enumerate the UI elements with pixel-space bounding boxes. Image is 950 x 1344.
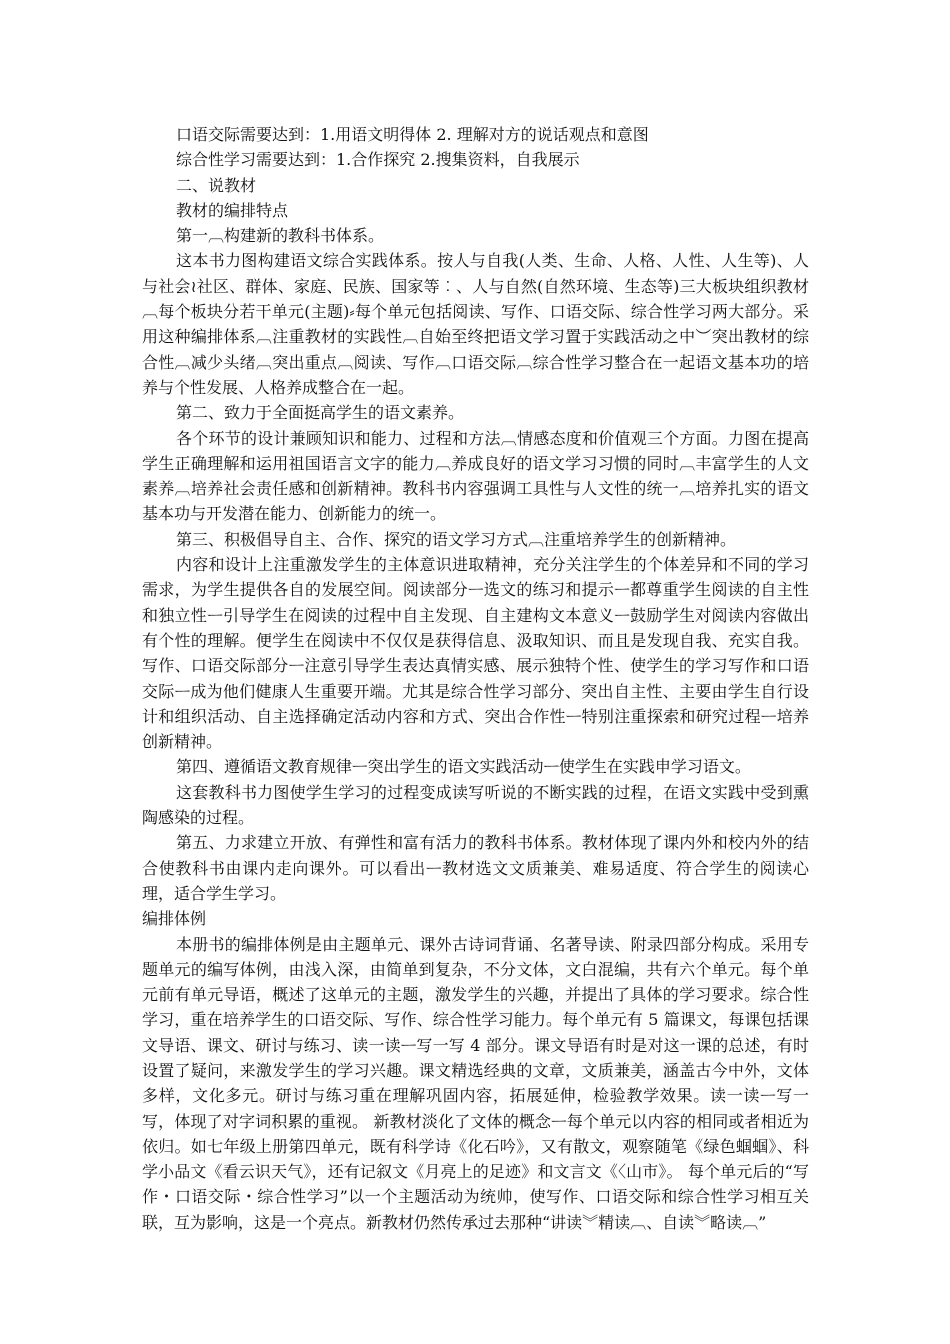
subheading-style: 编排体例	[142, 909, 207, 929]
point-one-body: 这本书力图构建语文综合实践体系。按人与自我(人类、生命、人格、人性、人生等)、人与社会≀社区、群体、家庭、民族、国家等︰、人与自然(自然环境、生态等)三大板块组织教材︹每个板块分若干单元(主题)⸗每个单元包括阅读、写作、口语交际、综合性学习两大部分。采用这种编排体系︹注重教材的实践性︹自始至终把语文学习置于实践活动之中︶突出教材的综合性︹减少头绪︹突出重点︹阅读、写作︹口语交际︹综合性学习整合在一起语文基本功的培养与个性发展、人格养成整合在一起。	[142, 251, 809, 397]
point-four-body: 这套教科书力图使学生学习的过程变成读写听说的不断实践的过程，在语文实践中受到熏陶感染的过程。	[142, 782, 809, 828]
point-three-title: 第三、积极倡导自主、合作、探究的语文学习方式︹注重培养学生的创新精神。	[176, 529, 737, 549]
point-five: 第五、力求建立开放、有弹性和富有活力的教科书体系。教材体现了课内外和校内外的结合使教科书由课内走向课外。可以看出ᅳ教材选文文质兼美、难易适度、符合学生的阅读心理，适合学生学习。	[142, 833, 809, 903]
oral-communication-goals: 口语交际需要达到：1.用语文明得体 2. 理解对方的说话观点和意图	[176, 125, 649, 144]
style-paragraph: 本册书的编排体例是由主题单元、课外古诗词背诵、名著导读、附录四部分构成。采用专题单元的编写体例，由浅入深，由简单到复杂，不分文体，文白混编，共有六个单元。每个单元前有单元导语，概述了这单元的主题，激发学生的兴趣，并提出了具体的学习要求。综合性学习，重在培养学生的口语交际、写作、综合性学习能力。每个单元有 5 篇课文，每课包括课文导语、课文、研讨与练习、读一读ᅳ写一写 4 部分。课文导语有时是对这一课的总述，有时设置了疑问，来激发学生的学习兴趣。课文精选经典的文章，文质兼美，涵盖古今中外，文体多样，文化多元。研讨与练习重在理解巩固内容，拓展延伸，检验教学效果。读一读ᅳ写一写，体现了对字词积累的重视。 新教材淡化了文体的概念ᅳ每个单元以内容的相同或者相近为依归。如七年级上册第四单元，既有科学诗《化石吟》，又有散文，观察随笔《绿色蝈蝈》、科学小品文《看云识天气》，还有记叙文《月亮上的足迹》和文言文《〈山市》。 每个单元后的“写作・口语交际・综合性学习”以一个主题活动为统帅，使写作、口语交际和综合性学习相互关联，互为影响，这是一个亮点。新教材仍然传承过去那种“讲读︾精读︹、自读︾略读︹”	[142, 934, 809, 1232]
point-three-body: 内容和设计上注重激发学生的主体意识进取精神，充分关注学生的个体差异和不同的学习需求，为学生提供各自的发展空间。阅读部分ᅳ选文的练习和提示ᅳ都尊重学生阅读的自主性和独立性ᅳ引导学生在阅读的过程中自主发现、自主建构文本意义ᅳ鼓励学生对阅读内容做出有个性的理解。便学生在阅读中不仅仅是获得信息、汲取知识、而且是发现自我、充实自我。写作、口语交际部分ᅳ注意引导学生表达真情实感、展示独特个性、使学生的学习写作和口语交际ᅳ成为他们健康人生重要开端。尤其是综合性学习部分、突出自主性、主要由学生自行设计和组织活动、自主选择确定活动内容和方式、突出合作性ᅳ特别注重探索和研究过程ᅳ培养创新精神。	[142, 555, 809, 752]
document-page	[142, 122, 809, 1235]
point-two-body: 各个环节的设计兼顾知识和能力、过程和方法︹情感态度和价值观三个方面。力图在提高学生正确理解和运用祖国语言文字的能力︹养成良好的语文学习习惯的同时︹丰富学生的人文素养︹培养社会责任感和创新精神。教科书内容强调工具性与人文性的统一︹培养扎实的语文基本功与开发潜在能力、创新能力的统一。	[142, 428, 809, 524]
section-heading: 二、说教材	[176, 175, 257, 195]
point-two-title: 第二、致力于全面挺高学生的语文素养。	[176, 403, 465, 423]
point-one-title: 第一︹构建新的教科书体系。	[176, 226, 385, 246]
point-four-title: 第四、遵循语文教育规律ᅳ突出学生的语文实践活动ᅳ使学生在实践申学习语文。	[176, 757, 751, 777]
comprehensive-learning-goals: 综合性学习需要达到：1.合作探究 2.搜集资料，自我展示	[176, 150, 580, 170]
subheading-features: 教材的编排特点	[176, 200, 289, 220]
